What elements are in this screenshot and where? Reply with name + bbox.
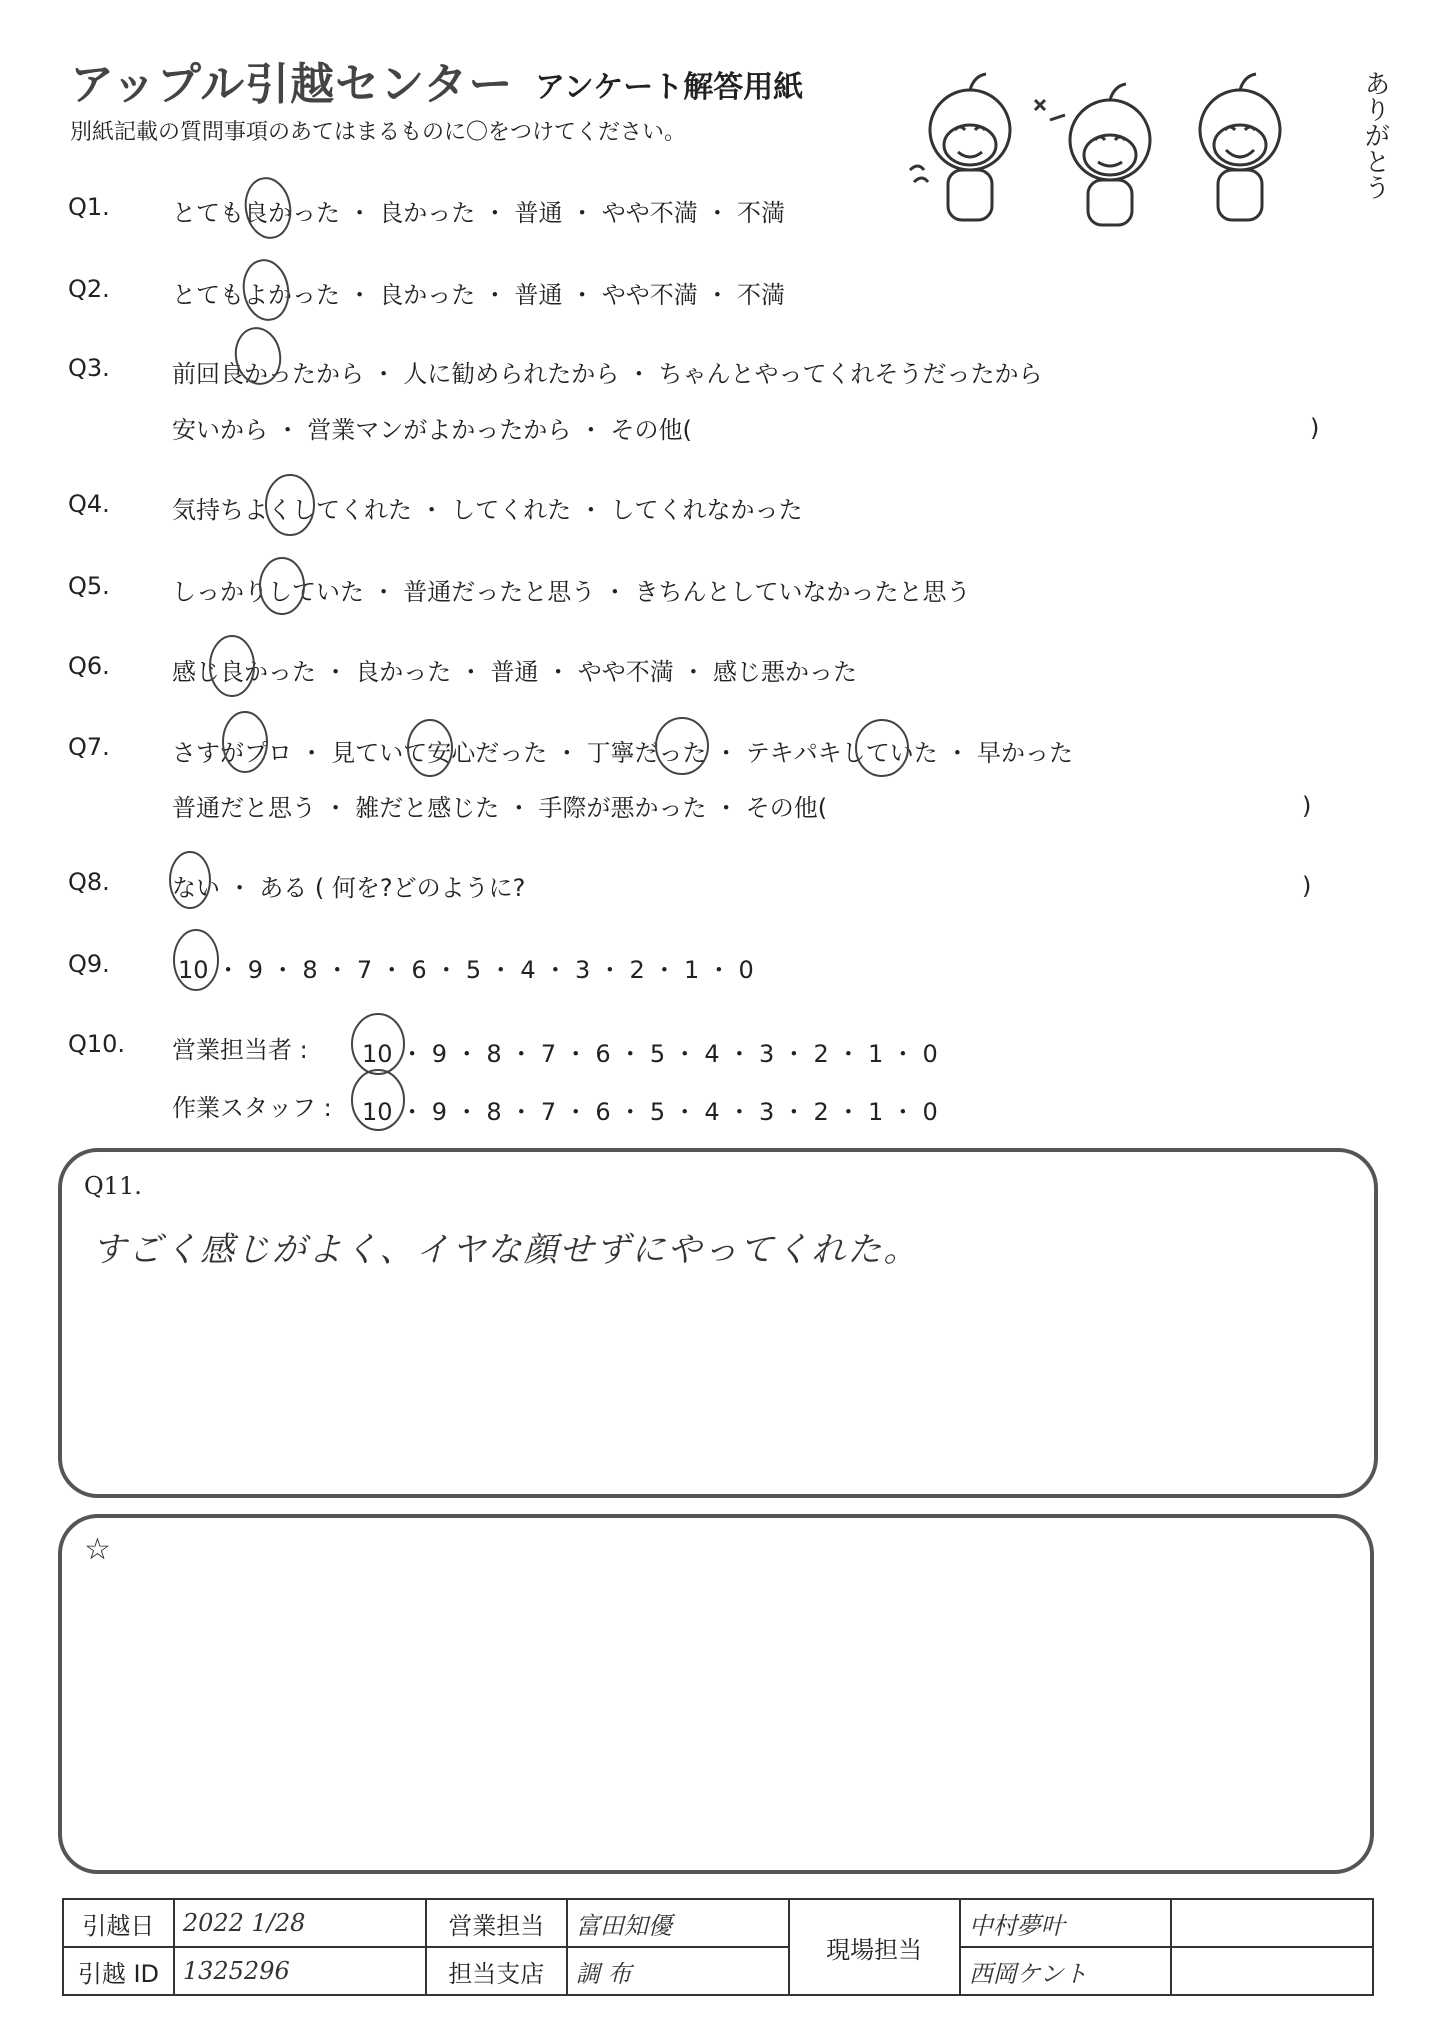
instruction-text: 別紙記載の質問事項のあてはまるものに〇をつけてください。 — [70, 120, 687, 145]
form-subtitle: アンケート解答用紙 — [535, 70, 804, 105]
sales-rep-label: 営業担当 — [426, 1899, 567, 1947]
q6-options: 感じ良かった ・ 良かった ・ 普通 ・ やや不満 ・ 感じ悪かった — [172, 658, 858, 686]
q11-label: Q11. — [84, 1172, 142, 1200]
site-staff-2: 西岡ケント — [960, 1947, 1172, 1995]
q11-answer-box — [58, 1148, 1378, 1498]
q3-options-line2: 安いから ・ 営業マンがよかったから ・ その他( — [172, 416, 692, 444]
q1-options: とても良かった ・ 良かった ・ 普通 ・ やや不満 ・ 不満 — [172, 199, 786, 227]
q3-close-paren: ) — [1310, 414, 1320, 442]
q3-options-line1: 前回良かったから ・ 人に勧められたから ・ ちゃんとやってくれそうだったから — [172, 360, 1043, 388]
q4-options: 気持ちよくしてくれた ・ してくれた ・ してくれなかった — [172, 496, 803, 524]
empty-cell-2 — [1171, 1947, 1373, 1995]
thanks-text: ありがとう — [1360, 70, 1390, 200]
q7-answer-circle-4 — [856, 720, 908, 776]
move-info-table — [62, 1898, 1374, 1996]
site-staff-label: 現場担当 — [789, 1899, 960, 1995]
q10-sales-label: 営業担当者 : — [172, 1036, 308, 1064]
q1-answer-circle — [241, 175, 295, 242]
q8-answer-circle — [170, 852, 210, 908]
move-id-value: 1325296 — [174, 1947, 426, 1995]
q2-label: Q2. — [68, 275, 110, 303]
q7-label: Q7. — [68, 733, 110, 761]
q2-answer-circle — [239, 257, 293, 324]
q7-close-paren: ) — [1302, 792, 1312, 820]
q6-answer-circle — [210, 636, 254, 696]
q10-staff-scale: 10 ・ 9 ・ 8 ・ 7 ・ 6 ・ 5 ・ 4 ・ 3 ・ 2 ・ 1 ・ 0 — [362, 1098, 938, 1126]
q5-answer-circle — [260, 558, 304, 614]
q1-label: Q1. — [68, 193, 110, 221]
company-title: アップル引越センター — [70, 59, 514, 110]
sales-rep-value: 富田知優 — [567, 1899, 789, 1947]
q5-label: Q5. — [68, 572, 110, 600]
q3-label: Q3. — [68, 354, 110, 382]
q7-options-line2: 普通だと思う ・ 雑だと感じた ・ 手際が悪かった ・ その他( — [172, 794, 828, 822]
q2-options: とてもよかった ・ 良かった ・ 普通 ・ やや不満 ・ 不満 — [172, 281, 786, 309]
q10-staff-label: 作業スタッフ : — [172, 1094, 332, 1122]
notes-box — [58, 1514, 1374, 1874]
q4-label: Q4. — [68, 490, 110, 518]
q7-answer-circle-1 — [223, 712, 267, 772]
q10-sales-answer-circle — [352, 1014, 404, 1074]
q6-label: Q6. — [68, 652, 110, 680]
move-date-value: 2022 1/28 — [174, 1899, 426, 1947]
site-staff-1: 中村夢叶 — [960, 1899, 1172, 1947]
q8-options: ない ・ ある ( 何を?どのように? — [172, 874, 526, 902]
q4-answer-circle — [266, 475, 314, 535]
q3-answer-circle — [231, 325, 284, 388]
q9-answer-circle — [174, 930, 218, 990]
q10-label: Q10. — [68, 1030, 126, 1058]
q5-options: しっかりしていた ・ 普通だったと思う ・ きちんとしていなかったと思う — [172, 578, 971, 606]
q9-label: Q9. — [68, 950, 110, 978]
empty-cell-1 — [1171, 1899, 1373, 1947]
move-date-label: 引越日 — [63, 1899, 174, 1947]
move-id-label: 引越 ID — [63, 1947, 174, 1995]
q9-scale: 10 ・ 9 ・ 8 ・ 7 ・ 6 ・ 5 ・ 4 ・ 3 ・ 2 ・ 1 ・ 0 — [178, 956, 754, 984]
branch-label: 担当支店 — [426, 1947, 567, 1995]
q8-label: Q8. — [68, 868, 110, 896]
q11-handwritten-answer: すごく感じがよく、イヤな顔せずにやってくれた。 — [92, 1230, 920, 1270]
q7-answer-circle-2 — [408, 720, 452, 776]
star-icon: ☆ — [84, 1532, 111, 1567]
q7-options-line1: さすがプロ ・ 見ていて安心だった ・ 丁寧だった ・ テキパキしていた ・ 早かった — [172, 739, 1074, 767]
branch-value: 調 布 — [567, 1947, 789, 1995]
q8-close-paren: ) — [1302, 872, 1312, 900]
q10-staff-answer-circle — [352, 1070, 404, 1130]
q7-answer-circle-3 — [656, 718, 708, 774]
q10-sales-scale: 10 ・ 9 ・ 8 ・ 7 ・ 6 ・ 5 ・ 4 ・ 3 ・ 2 ・ 1 ・ 0 — [362, 1040, 938, 1068]
